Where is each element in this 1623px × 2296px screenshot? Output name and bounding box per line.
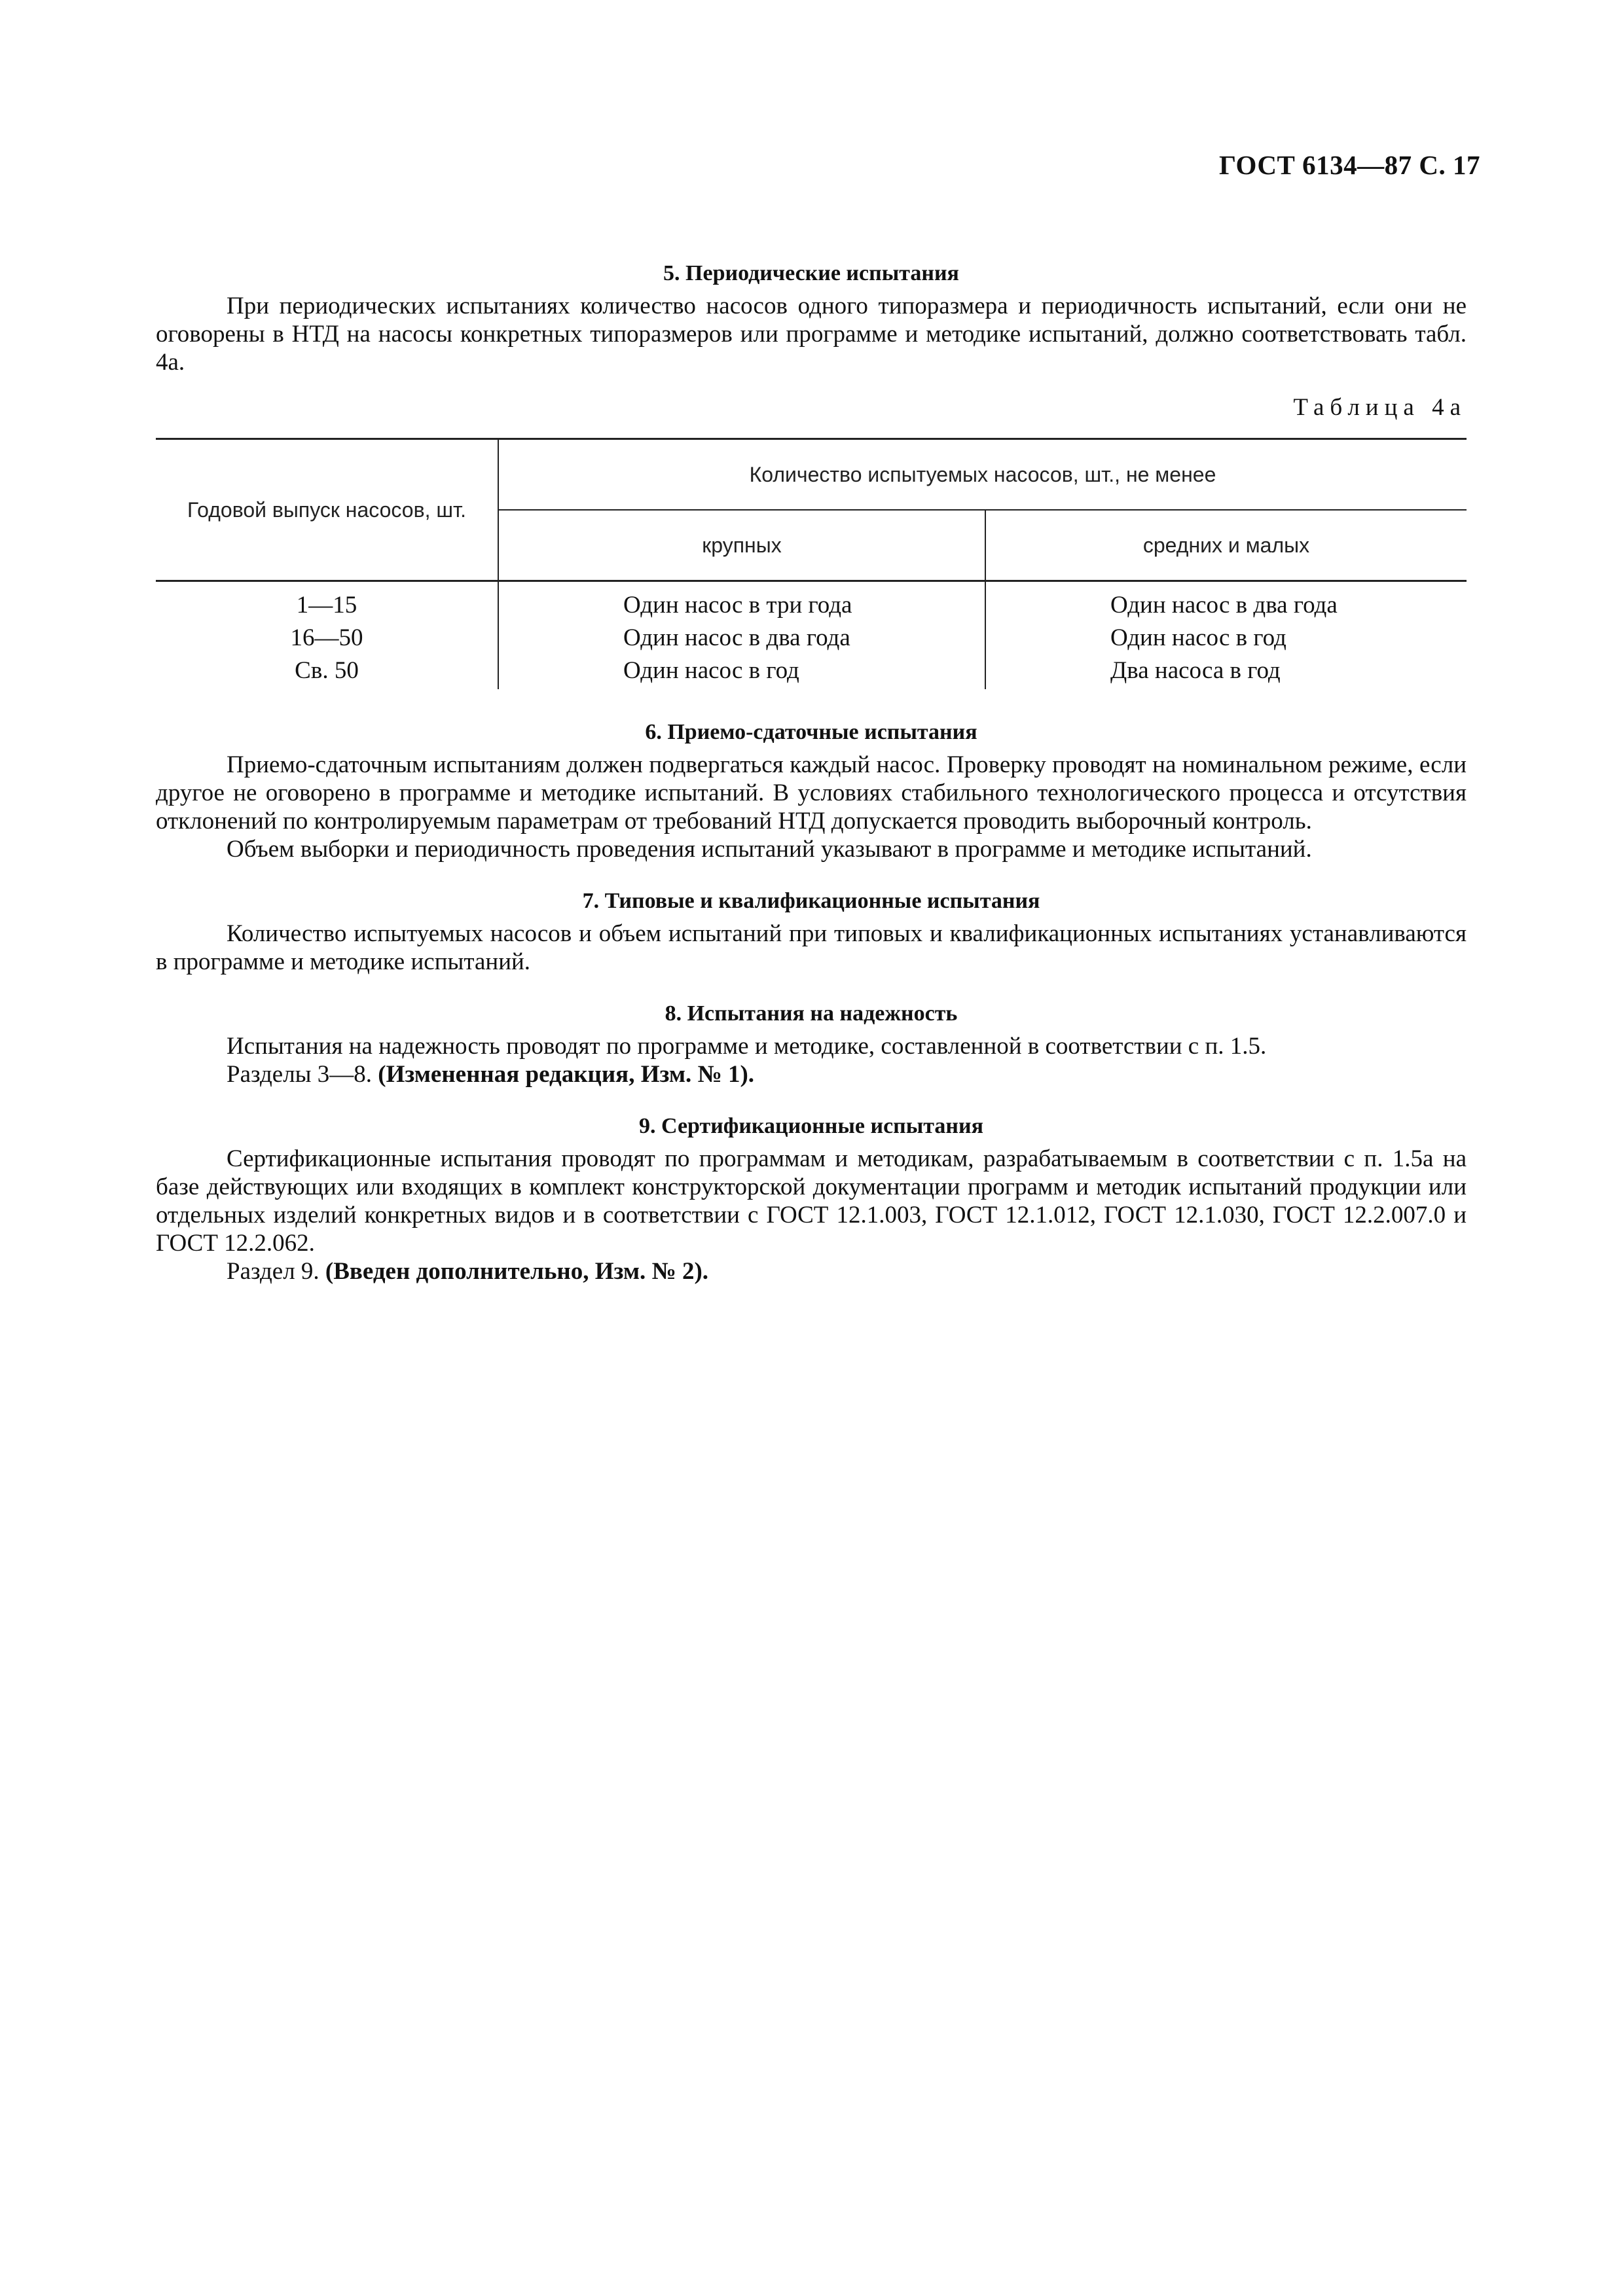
table-cell-year: 1—15 xyxy=(156,581,498,624)
document-body xyxy=(156,255,1467,1285)
section-7-title: 7. Типовые и квалификационные испытания xyxy=(582,889,1040,913)
table-cell-large: Один насос в три года xyxy=(498,581,985,624)
table-row xyxy=(156,624,1467,656)
section-9-amendment-note xyxy=(156,1257,1467,1285)
table-cell-small: Один насос в год xyxy=(1110,624,1286,651)
table-row xyxy=(156,581,1467,624)
table-cell-year: 16—50 xyxy=(156,624,498,656)
section-6-paragraph: Приемо-сдаточным испытаниям должен подвергаться каждый насос. Проверку проводят на номинальном режиме, если другое не оговорено в программе и методике испытаний. В условиях стабильного технологического процесса и отсутствия отклонений по контролируемым параметрам от требований НТД допускается проводить выборочный контроль. xyxy=(156,751,1467,834)
table-label: Таблица 4а xyxy=(1293,394,1467,421)
amendment-text: (Измененная редакция, Изм. № 1). xyxy=(378,1061,755,1088)
section-5-title: 5. Периодические испытания xyxy=(663,261,959,285)
document-header: ГОСТ 6134—87 С. 17 xyxy=(1218,150,1480,180)
table-cell-year: Св. 50 xyxy=(156,656,498,689)
section-5-paragraph: При периодических испытаниях количество насосов одного типоразмера и периодичность испытаний, если они не оговорены в НТД на насосы конкретных типоразмеров или программе и методике испытаний, должно соответствовать табл. 4а. xyxy=(156,293,1467,376)
table-cell-large: Один насос в год xyxy=(498,656,985,689)
spacer xyxy=(156,863,1467,883)
section-7-paragraph: Количество испытуемых насосов и объем испытаний при типовых и квалификационных испытаниях устанавливаются в программе и методике испытаний. xyxy=(156,920,1467,975)
table-cell-small: Один насос в два года xyxy=(1110,592,1338,619)
table-header-annual-output: Годовой выпуск насосов, шт. xyxy=(156,439,498,581)
section-8-amendment-note xyxy=(156,1060,1467,1088)
amendment-prefix: Разделы 3—8. xyxy=(227,1061,373,1088)
spacer xyxy=(156,689,1467,714)
section-6-title: 6. Приемо-сдаточные испытания xyxy=(645,720,977,744)
table-cell-small: Два насоса в год xyxy=(1110,657,1281,684)
table-4a xyxy=(156,438,1467,689)
table-header-medium-small: средних и малых xyxy=(985,510,1467,581)
table-header-large: крупных xyxy=(498,510,985,581)
section-8-paragraph: Испытания на надежность проводят по программе и методике, составленной в соответствии с п. 1.5. xyxy=(227,1033,1267,1060)
table-cell-large: Один насос в два года xyxy=(498,624,985,656)
section-8-title: 8. Испытания на надежность xyxy=(665,1001,958,1026)
section-9-paragraph: Сертификационные испытания проводят по программам и методикам, разрабатываемым в соответствии с п. 1.5а на базе действующих или входящих в комплект конструкторской документации программ и методик испытаний продукции или отдельных изделий конкретных видов и в соответствии с ГОСТ 12.1.003, ГОСТ 12.1.012, ГОСТ 12.1.030, ГОСТ 12.2.007.0 и ГОСТ 12.2.062. xyxy=(156,1145,1467,1257)
section-9-title: 9. Сертификационные испытания xyxy=(638,1114,983,1138)
amendment-prefix: Раздел 9. xyxy=(227,1258,319,1285)
section-6-paragraph-2: Объем выборки и периодичность проведения испытаний указывают в программе и методике испытаний. xyxy=(227,836,1312,863)
amendment-text: (Введен дополнительно, Изм. № 2). xyxy=(325,1258,709,1285)
table-row xyxy=(156,656,1467,689)
table-header-quantity: Количество испытуемых насосов, шт., не менее xyxy=(498,439,1467,511)
spacer xyxy=(156,976,1467,996)
spacer xyxy=(156,1088,1467,1108)
